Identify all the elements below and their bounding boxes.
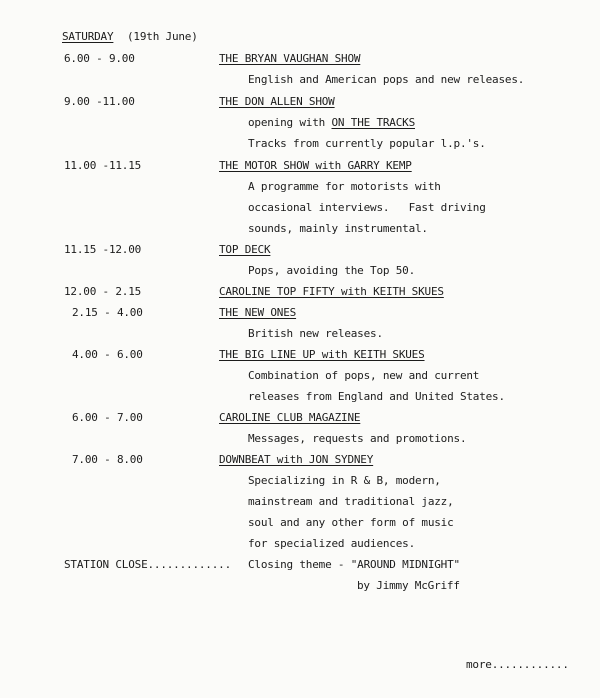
slot-time: 6.00 - 9.00 (64, 52, 135, 65)
slot-time: 2.15 - 4.00 (72, 306, 143, 319)
show-description: Tracks from currently popular l.p.'s. (248, 137, 486, 150)
feature-title: ON THE TRACKS (331, 116, 415, 129)
show-title: THE BIG LINE UP with KEITH SKUES (219, 348, 425, 361)
show-description: Pops, avoiding the Top 50. (248, 264, 415, 277)
show-description: for specialized audiences. (248, 537, 415, 550)
closing-theme: Closing theme - "AROUND MIDNIGHT" (248, 558, 460, 571)
more-continuation: more............ (466, 658, 569, 671)
slot-time: 12.00 - 2.15 (64, 285, 142, 298)
show-title: CAROLINE TOP FIFTY with KEITH SKUES (219, 285, 444, 298)
day-heading: SATURDAY (62, 30, 114, 43)
slot-time: 9.00 -11.00 (64, 95, 135, 108)
show-description: British new releases. (248, 327, 383, 340)
show-description: sounds, mainly instrumental. (248, 222, 428, 235)
show-title: CAROLINE CLUB MAGAZINE (219, 411, 361, 424)
show-title: TOP DECK (219, 243, 271, 256)
desc-prefix: opening with (248, 116, 332, 129)
show-description: Messages, requests and promotions. (248, 432, 467, 445)
show-description: releases from England and United States. (248, 390, 505, 403)
show-description: English and American pops and new releases. (248, 73, 525, 86)
slot-time: 6.00 - 7.00 (72, 411, 143, 424)
show-description: A programme for motorists with (248, 180, 441, 193)
show-title: THE NEW ONES (219, 306, 297, 319)
show-description: soul and any other form of music (248, 516, 454, 529)
slot-time: 7.00 - 8.00 (72, 453, 143, 466)
show-description: occasional interviews. Fast driving (248, 201, 486, 214)
date-heading: (19th June) (127, 30, 198, 43)
slot-time: 4.00 - 6.00 (72, 348, 143, 361)
show-title: THE DON ALLEN SHOW (219, 95, 335, 108)
slot-time: 11.15 -12.00 (64, 243, 142, 256)
show-description: Combination of pops, new and current (248, 369, 480, 382)
show-title: THE BRYAN VAUGHAN SHOW (219, 52, 361, 65)
show-description (248, 116, 415, 130)
station-close-label: STATION CLOSE............. (64, 558, 231, 571)
show-description: mainstream and traditional jazz, (248, 495, 454, 508)
closing-artist: by Jimmy McGriff (357, 579, 460, 592)
show-description: Specializing in R & B, modern, (248, 474, 441, 487)
show-title: DOWNBEAT with JON SYDNEY (219, 453, 374, 466)
show-title: THE MOTOR SHOW with GARRY KEMP (219, 159, 412, 172)
slot-time: 11.00 -11.15 (64, 159, 142, 172)
